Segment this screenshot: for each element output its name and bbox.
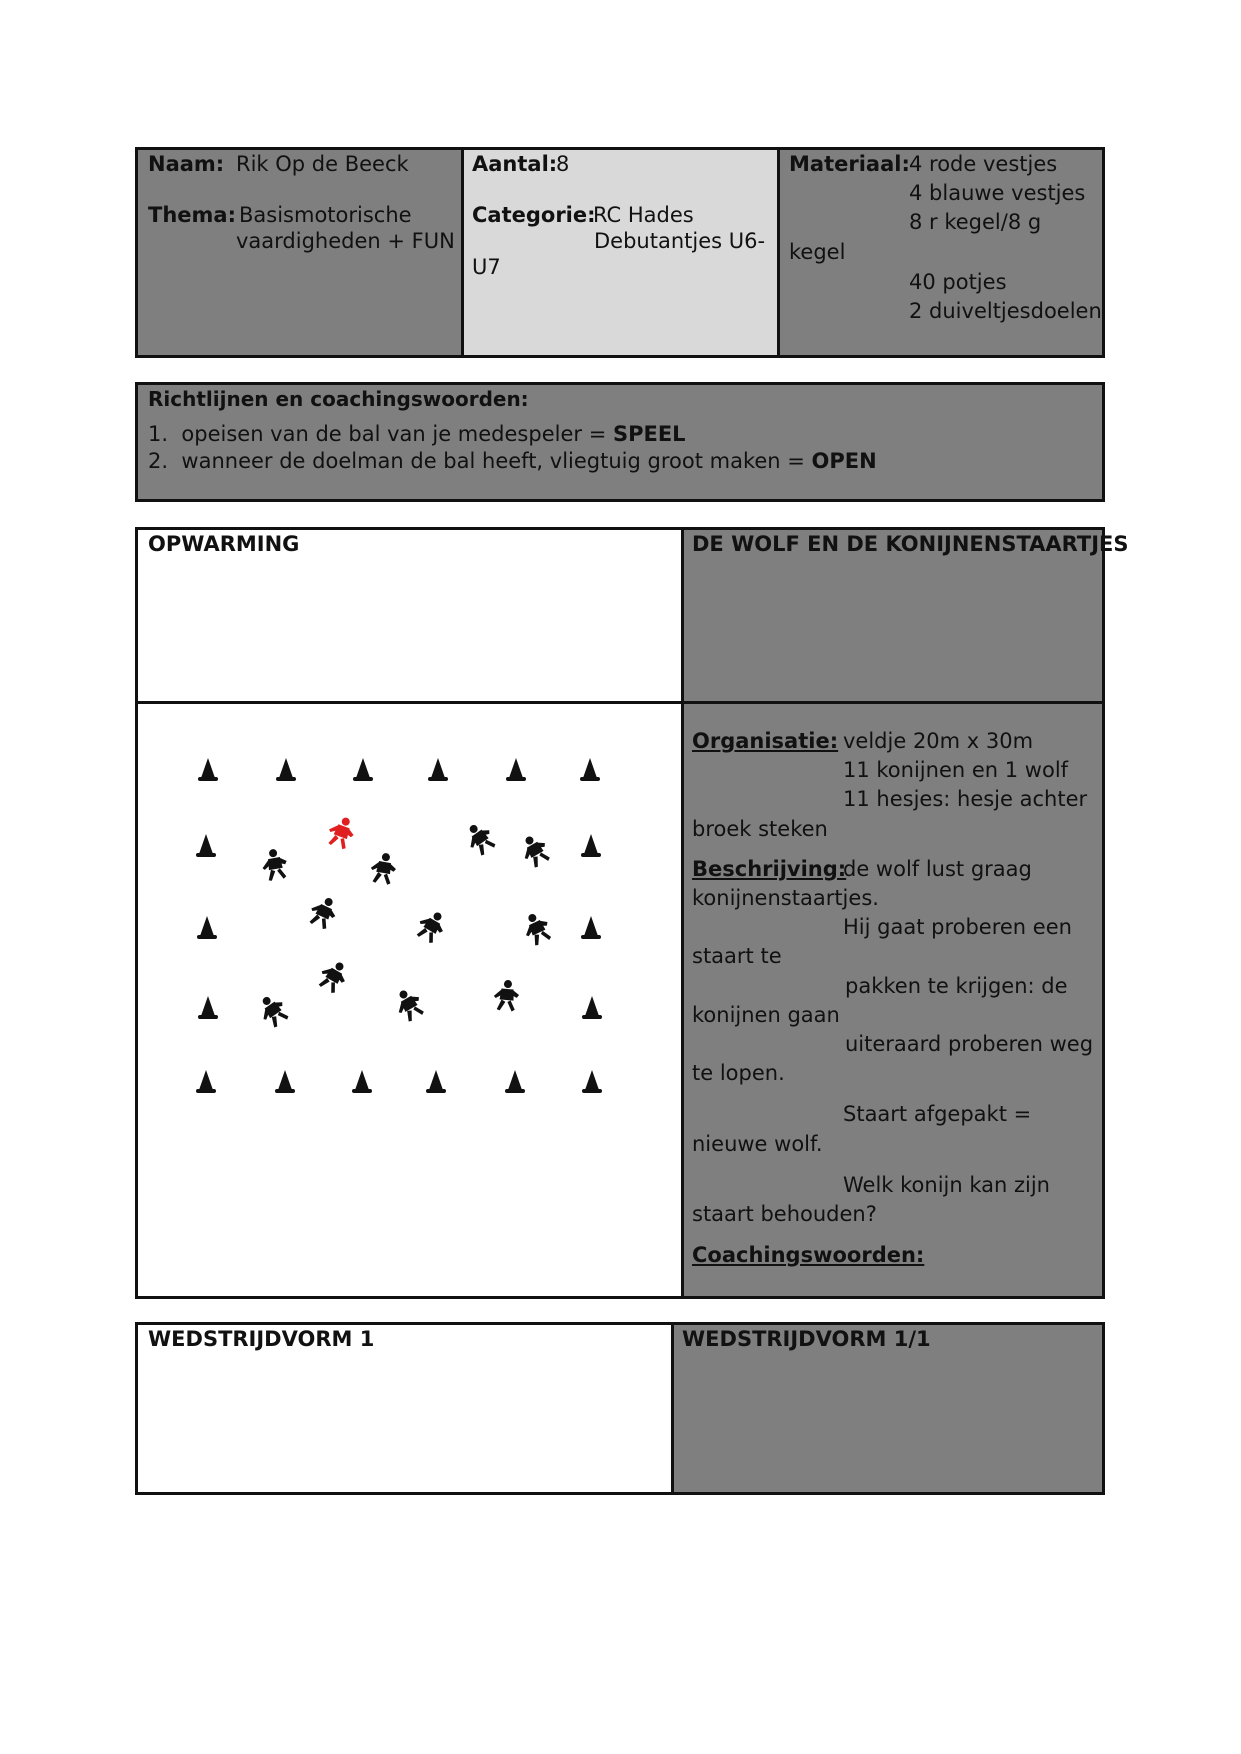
categorie-line-3: U7 bbox=[472, 255, 501, 279]
materiaal-item: 40 potjes bbox=[909, 270, 1007, 294]
materiaal-item: 4 blauwe vestjes bbox=[909, 181, 1086, 205]
beschrijving-line: Hij gaat proberen een bbox=[843, 915, 1072, 939]
beschrijving-line: Staart afgepakt = bbox=[843, 1102, 1032, 1126]
organisatie-line: broek steken bbox=[692, 817, 828, 841]
rabbit-player-icon bbox=[493, 979, 521, 1012]
naam-value: Rik Op de Beeck bbox=[236, 152, 409, 176]
rabbit-player-icon bbox=[315, 957, 352, 996]
beschrijving-line: uiteraard proberen weg bbox=[845, 1032, 1094, 1056]
guidelines-title: Richtlijnen en coachingswoorden: bbox=[148, 387, 529, 411]
field-diagram bbox=[180, 750, 620, 1100]
beschrijving-label: Beschrijving: bbox=[692, 857, 847, 881]
organisatie-line: 11 hesjes: hesje achter bbox=[843, 787, 1088, 811]
beschrijving-line: konijnenstaartjes. bbox=[692, 886, 879, 910]
organisatie-line: veldje 20m x 30m bbox=[843, 729, 1034, 753]
organisatie-line: 11 konijnen en 1 wolf bbox=[843, 758, 1069, 782]
rabbit-player-icon bbox=[413, 907, 450, 946]
guideline-keyword: SPEEL bbox=[612, 422, 686, 446]
rabbit-player-icon bbox=[260, 847, 290, 882]
materiaal-item: 2 duiveltjesdoelen bbox=[909, 299, 1102, 323]
thema-line-2: vaardigheden + FUN bbox=[236, 229, 455, 253]
beschrijving-line: de wolf lust graag bbox=[843, 857, 1032, 881]
aantal-value: 8 bbox=[556, 152, 570, 176]
rabbit-player-icon bbox=[390, 985, 427, 1024]
exercise-title: DE WOLF EN DE KONIJNENSTAARTJES bbox=[692, 532, 1129, 556]
materiaal-label: Materiaal: bbox=[789, 152, 910, 176]
beschrijving-line: te lopen. bbox=[692, 1061, 785, 1085]
organisatie-label: Organisatie: bbox=[692, 729, 839, 753]
beschrijving-line: pakken te krijgen: de bbox=[845, 974, 1068, 998]
guideline-text: opeisen van de bal van je medespeler = bbox=[181, 422, 613, 446]
players-layer bbox=[180, 750, 620, 1100]
guideline-item-1 bbox=[148, 420, 686, 449]
guideline-number: 1. bbox=[148, 422, 169, 446]
materiaal-item: 8 r kegel/8 g bbox=[909, 210, 1042, 234]
guideline-keyword: OPEN bbox=[811, 449, 877, 473]
aantal-label: Aantal: bbox=[472, 152, 558, 176]
categorie-line-1: RC Hades bbox=[593, 203, 694, 227]
thema-line-1: Basismotorische bbox=[239, 203, 412, 227]
rabbit-player-icon bbox=[461, 819, 499, 859]
guideline-number: 2. bbox=[148, 449, 169, 473]
naam-label: Naam: bbox=[148, 152, 225, 176]
categorie-line-2: Debutantjes U6- bbox=[594, 229, 766, 253]
wolf-player-icon bbox=[324, 813, 358, 851]
materiaal-item: kegel bbox=[789, 240, 846, 264]
match-title-right: WEDSTRIJDVORM 1/1 bbox=[682, 1327, 931, 1351]
beschrijving-line: staart te bbox=[692, 944, 782, 968]
materiaal-item: 4 rode vestjes bbox=[909, 152, 1058, 176]
categorie-label: Categorie: bbox=[472, 203, 596, 227]
rabbit-player-icon bbox=[516, 831, 553, 870]
thema-label: Thema: bbox=[148, 203, 236, 227]
guideline-item-2 bbox=[148, 447, 877, 476]
rabbit-player-icon bbox=[368, 851, 398, 886]
rabbit-player-icon bbox=[305, 893, 341, 932]
match-title-left: WEDSTRIJDVORM 1 bbox=[148, 1327, 375, 1351]
rabbit-player-icon bbox=[519, 909, 555, 948]
rabbit-player-icon bbox=[254, 991, 292, 1031]
beschrijving-line: Welk konijn kan zijn bbox=[843, 1173, 1050, 1197]
beschrijving-line: staart behouden? bbox=[692, 1202, 877, 1226]
guideline-text: wanneer de doelman de bal heeft, vliegtuig groot maken = bbox=[181, 449, 812, 473]
coaching-label: Coachingswoorden: bbox=[692, 1243, 925, 1267]
warmup-title: OPWARMING bbox=[148, 532, 300, 556]
beschrijving-line: konijnen gaan bbox=[692, 1003, 840, 1027]
beschrijving-line: nieuwe wolf. bbox=[692, 1132, 823, 1156]
